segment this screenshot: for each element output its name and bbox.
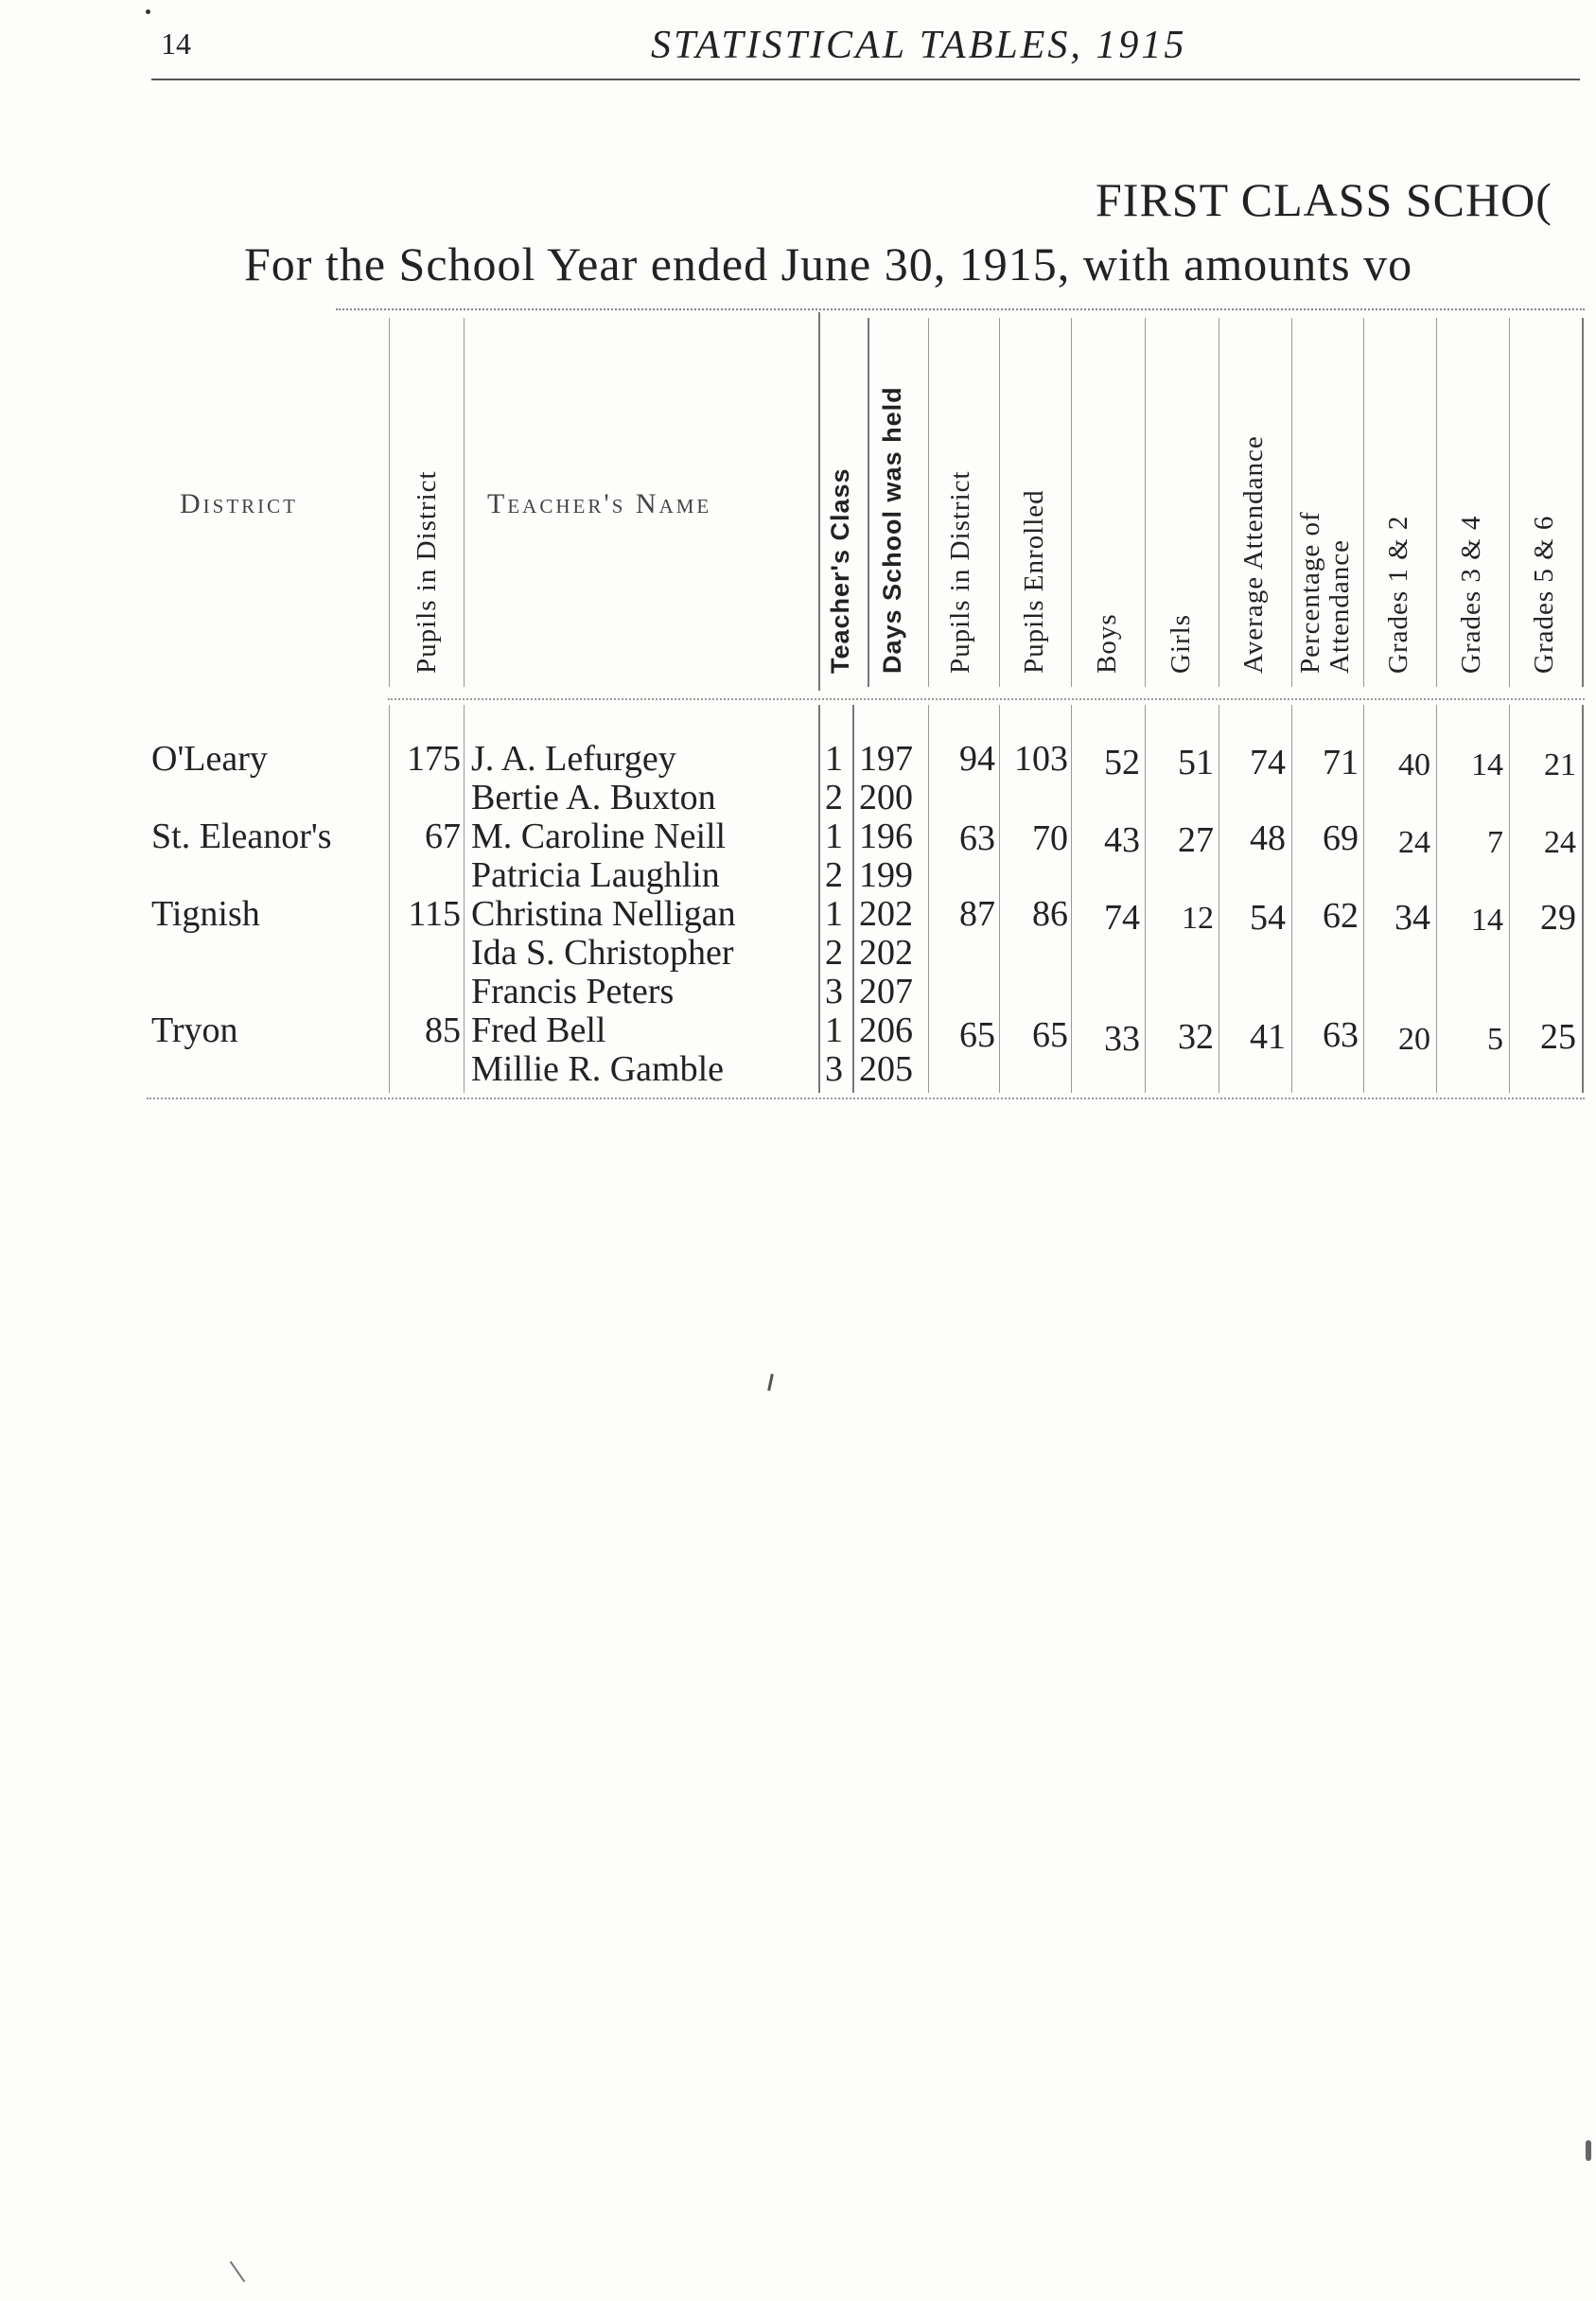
teacher-class-cell: 1 <box>825 894 843 934</box>
teacher-name-cell: Millie R. Gamble <box>471 1049 725 1089</box>
column-rule <box>818 705 820 1093</box>
column-rule <box>1145 705 1146 1093</box>
column-header-teacher-class: Teacher's Class <box>826 467 854 674</box>
column-header-girls: Girls <box>1166 614 1196 674</box>
column-rule <box>1145 318 1146 687</box>
average-attendance-cell: 74 <box>1250 743 1286 782</box>
pupils-in-district-cell: 67 <box>425 817 461 856</box>
teacher-class-cell: 2 <box>825 933 843 973</box>
percentage-attendance-cell: 71 <box>1323 743 1359 782</box>
table-bottom-rule <box>147 1098 1585 1099</box>
ink-speck <box>1586 2140 1591 2161</box>
days-held-cell: 206 <box>859 1010 913 1050</box>
column-header-pupils-enrolled: Pupils Enrolled <box>1019 489 1049 674</box>
pupils-in-district-b-cell: 63 <box>959 818 995 858</box>
column-rule <box>928 318 929 687</box>
column-rule <box>1436 705 1437 1093</box>
column-rule <box>818 312 820 691</box>
boys-cell: 33 <box>1104 1019 1140 1059</box>
column-rule <box>1509 705 1510 1093</box>
ink-speck <box>146 9 150 14</box>
teacher-class-cell: 1 <box>825 739 843 779</box>
percentage-attendance-cell: 63 <box>1323 1015 1359 1055</box>
column-rule <box>1509 318 1510 687</box>
column-header-grades-5-6: Grades 5 & 6 <box>1529 515 1559 674</box>
grades-1-2-cell: 34 <box>1394 898 1430 938</box>
column-rule <box>389 318 390 687</box>
running-title: STATISTICAL TABLES, 1915 <box>651 24 1187 67</box>
column-header-grades-3-4: Grades 3 & 4 <box>1456 515 1486 674</box>
pupils-enrolled-cell: 86 <box>1032 894 1068 934</box>
column-rule <box>1071 318 1072 687</box>
column-rule <box>1436 318 1437 687</box>
pupils-enrolled-cell: 103 <box>1014 739 1068 779</box>
district-cell: O'Leary <box>151 739 268 779</box>
column-rule <box>1071 705 1072 1093</box>
teacher-name-cell: Francis Peters <box>471 972 675 1011</box>
column-rule <box>868 318 869 687</box>
teacher-class-cell: 3 <box>825 1049 843 1089</box>
column-header-boys: Boys <box>1092 613 1122 674</box>
teacher-class-cell: 2 <box>825 855 843 895</box>
table-subtitle: For the School Year ended June 30, 1915, with amounts vo <box>244 237 1413 290</box>
column-header-days-held: Days School was held <box>878 386 906 674</box>
column-rule <box>1582 318 1584 687</box>
pupils-in-district-cell: 85 <box>425 1010 461 1050</box>
column-rule <box>389 705 390 1093</box>
grades-1-2-cell: 24 <box>1398 825 1430 860</box>
teacher-name-cell: Fred Bell <box>471 1010 606 1050</box>
teacher-name-cell: Christina Nelligan <box>471 894 736 934</box>
grades-3-4-cell: 14 <box>1471 903 1503 938</box>
district-cell: St. Eleanor's <box>151 817 332 856</box>
column-rule <box>999 318 1000 687</box>
girls-cell: 12 <box>1182 901 1214 936</box>
days-held-cell: 196 <box>859 817 913 856</box>
teacher-name-cell: Ida S. Christopher <box>471 933 734 973</box>
district-cell: Tryon <box>151 1010 238 1050</box>
header-rule <box>151 79 1580 80</box>
column-header-teacher-name: Teacher's Name <box>487 488 712 519</box>
column-header-grades-1-2: Grades 1 & 2 <box>1383 515 1413 674</box>
average-attendance-cell: 48 <box>1250 818 1286 858</box>
pupils-in-district-cell: 175 <box>407 739 461 779</box>
table-title: FIRST CLASS SCHO( <box>1096 173 1552 226</box>
days-held-cell: 202 <box>859 933 913 973</box>
girls-cell: 51 <box>1178 743 1214 782</box>
teacher-class-cell: 1 <box>825 817 843 856</box>
column-rule <box>852 705 854 1093</box>
days-held-cell: 202 <box>859 894 913 934</box>
column-header-percentage-attendance: Percentage of Attendance <box>1295 511 1355 674</box>
teacher-name-cell: J. A. Lefurgey <box>471 739 676 779</box>
teacher-class-cell: 3 <box>825 972 843 1011</box>
boys-cell: 74 <box>1104 898 1140 938</box>
pupils-in-district-b-cell: 65 <box>959 1015 995 1055</box>
teacher-class-cell: 2 <box>825 778 843 817</box>
column-header-pupils-in-district-b: Pupils in District <box>945 470 975 674</box>
grades-1-2-cell: 20 <box>1398 1022 1430 1057</box>
grades-5-6-cell: 25 <box>1540 1017 1576 1057</box>
teacher-name-cell: M. Caroline Neill <box>471 817 727 856</box>
column-rule <box>1291 318 1292 687</box>
grades-1-2-cell: 40 <box>1398 747 1430 782</box>
grades-5-6-cell: 29 <box>1540 898 1576 938</box>
district-cell: Tignish <box>151 894 260 934</box>
percentage-attendance-cell: 69 <box>1323 818 1359 858</box>
girls-cell: 27 <box>1178 820 1214 860</box>
days-held-cell: 199 <box>859 855 913 895</box>
average-attendance-cell: 54 <box>1250 898 1286 938</box>
pupils-in-district-cell: 115 <box>408 894 461 934</box>
days-held-cell: 197 <box>859 739 913 779</box>
days-held-cell: 200 <box>859 778 913 817</box>
column-rule <box>1363 705 1364 1093</box>
teacher-name-cell: Bertie A. Buxton <box>471 778 716 817</box>
percentage-attendance-cell: 62 <box>1323 896 1359 936</box>
grades-3-4-cell: 5 <box>1487 1022 1503 1057</box>
boys-cell: 52 <box>1104 743 1140 782</box>
ink-speck <box>767 1374 774 1391</box>
girls-cell: 32 <box>1178 1017 1214 1057</box>
column-header-district: District <box>180 488 298 519</box>
column-rule <box>464 318 465 687</box>
grades-3-4-cell: 7 <box>1487 825 1503 860</box>
column-rule <box>1582 705 1584 1093</box>
pupils-in-district-b-cell: 87 <box>959 894 995 934</box>
boys-cell: 43 <box>1104 820 1140 860</box>
column-rule <box>928 705 929 1093</box>
pupils-in-district-b-cell: 94 <box>959 739 995 779</box>
column-header-pupils-in-district-a: Pupils in District <box>412 470 442 674</box>
grades-5-6-cell: 21 <box>1544 747 1576 782</box>
teacher-name-cell: Patricia Laughlin <box>471 855 720 895</box>
days-held-cell: 207 <box>859 972 913 1011</box>
pupils-enrolled-cell: 70 <box>1032 818 1068 858</box>
column-header-average-attendance: Average Attendance <box>1238 435 1269 674</box>
column-rule <box>1363 318 1364 687</box>
column-rule <box>999 705 1000 1093</box>
page-number: 14 <box>161 26 191 61</box>
column-rule <box>1291 705 1292 1093</box>
average-attendance-cell: 41 <box>1250 1017 1286 1057</box>
grades-3-4-cell: 14 <box>1471 747 1503 782</box>
pupils-enrolled-cell: 65 <box>1032 1015 1068 1055</box>
table-header-rule <box>388 698 1585 700</box>
ink-speck <box>230 2261 246 2282</box>
teacher-class-cell: 1 <box>825 1010 843 1050</box>
days-held-cell: 205 <box>859 1049 913 1089</box>
column-rule <box>464 705 465 1093</box>
table-top-rule <box>336 308 1585 310</box>
grades-5-6-cell: 24 <box>1544 825 1576 860</box>
